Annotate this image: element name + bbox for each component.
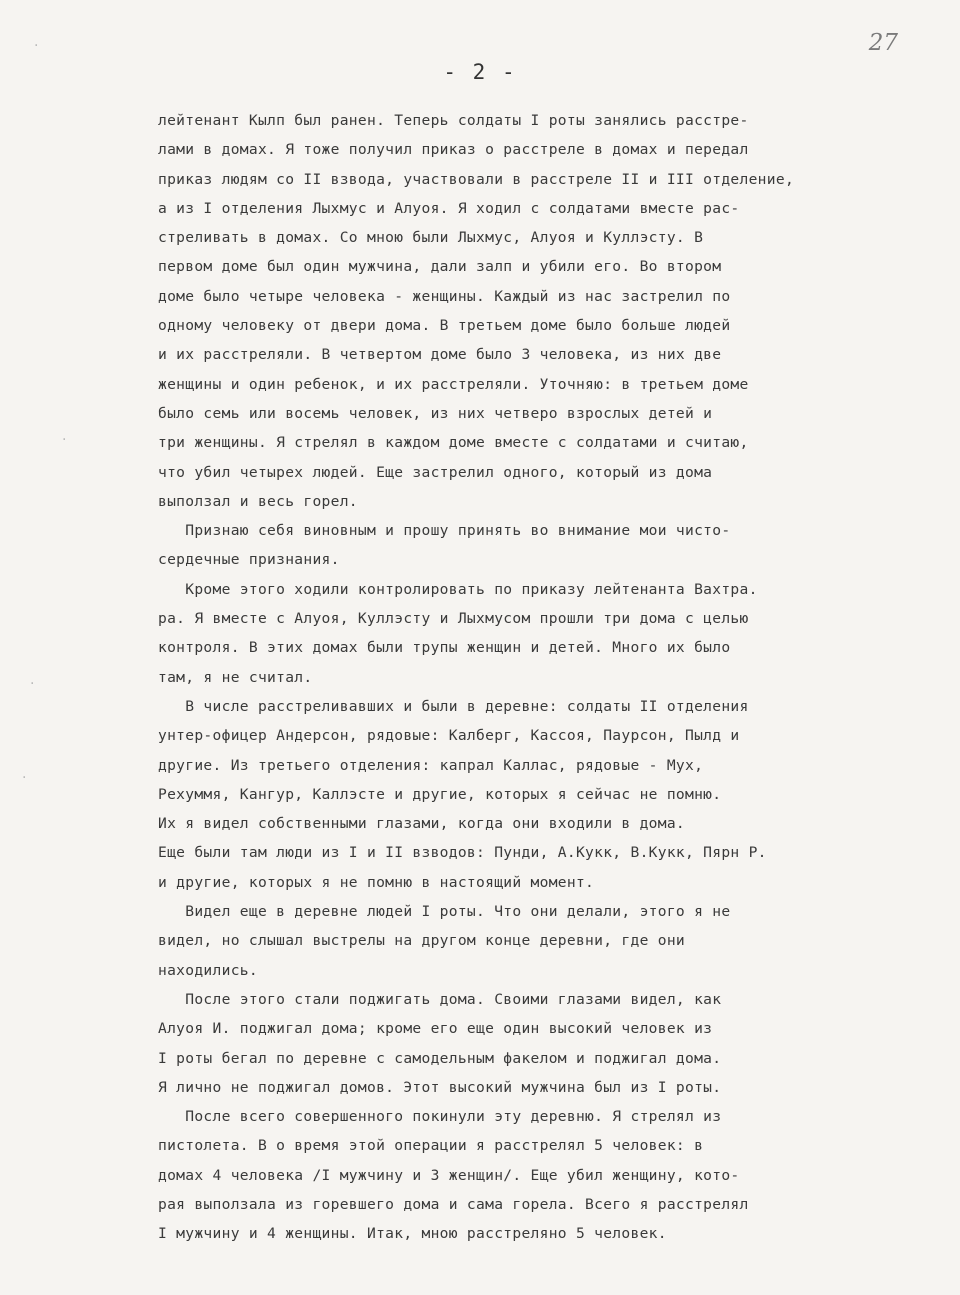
text-line: лейтенант Кылп был ранен. Теперь солдаты I роты занялись расстре- <box>158 112 749 129</box>
text-line: рая выползала из горевшего дома и сама горела. Всего я расстрелял <box>158 1195 749 1213</box>
text-line: После всего совершенного покинули эту деревню. Я стрелял из <box>158 1108 722 1126</box>
text-line: Их я видел собственными глазами, когда они входили в дома. <box>158 815 685 833</box>
text-line: Признаю себя виновным и прошу принять во внимание мои чисто- <box>158 522 731 540</box>
margin-mark: · <box>30 676 35 692</box>
text-line: женщины и один ребенок, и их расстреляли. Уточняю: в третьем доме <box>158 375 749 393</box>
text-line: и их расстреляли. В четвертом доме было 3 человека, из них две <box>158 346 722 364</box>
text-line: а из I отделения Лыхмус и Алуоя. Я ходил с солдатами вместе рас- <box>158 199 740 217</box>
text-line: Видел еще в деревне людей I роты. Что они делали, этого я не <box>158 903 731 921</box>
text-line: что убил четырех людей. Еще застрелил одного, который из дома <box>158 463 713 481</box>
text-line: стреливать в домах. Со мною были Лыхмус, Алуоя и Куллэсту. В <box>158 229 704 247</box>
text-line: Кроме этого ходили контролировать по приказу лейтенанта Вахтра. <box>158 580 758 598</box>
margin-mark: · <box>22 770 27 786</box>
text-line: приказ людям со II взвода, участвовали в расстреле II и III отделение, <box>158 170 795 188</box>
folio-number: 27 <box>868 30 898 56</box>
text-line: одному человеку от двери дома. В третьем доме было больше людей <box>158 317 731 335</box>
text-line: унтер-офицер Андерсон, рядовые: Калберг, Кассоя, Паурсон, Пылд и <box>158 727 740 745</box>
text-line: I роты бегал по деревне с самодельным факелом и поджигал дома. <box>158 1049 722 1067</box>
text-line: Я лично не поджигал домов. Этот высокий мужчина был из I роты. <box>158 1078 722 1096</box>
text-line: там, я не считал. <box>158 668 313 686</box>
text-line: находились. <box>158 961 258 979</box>
text-line: выползал и весь горел. <box>158 492 358 510</box>
text-line: пистолета. В о время этой операции я расстрелял 5 человек: в <box>158 1137 704 1155</box>
margin-mark: · <box>62 432 67 448</box>
text-line: было семь или восемь человек, из них четверо взрослых детей и <box>158 404 713 422</box>
text-line: ра. Я вместе с Алуоя, Куллэсту и Лыхмусом прошли три дома с целью <box>158 610 749 628</box>
text-line: I мужчину и 4 женщины. Итак, мною расстреляно 5 человек. <box>158 1225 667 1243</box>
text-line: домах 4 человека /I мужчину и 3 женщин/. Еще убил женщину, кото- <box>158 1166 740 1184</box>
text-line: Алуоя И. поджигал дома; кроме его еще один высокий человек из <box>158 1020 713 1038</box>
text-line: Еще были там люди из I и II взводов: Пунди, А.Кукк, В.Кукк, Пярн Р. <box>158 844 767 862</box>
text-line: доме было четыре человека - женщины. Каждый из нас застрелил по <box>158 287 731 305</box>
text-line: и другие, которых я не помню в настоящий момент. <box>158 873 595 891</box>
text-line: три женщины. Я стрелял в каждом доме вместе с солдатами и считаю, <box>158 434 749 452</box>
text-line: лами в домах. Я тоже получил приказ о расстреле в домах и передал <box>158 141 749 159</box>
text-line: первом доме был один мужчина, дали залп и убили его. Во втором <box>158 258 722 276</box>
text-line: Рехуммя, Кангур, Каллэсте и другие, которых я сейчас не помню. <box>158 785 722 803</box>
text-line: сердечные признания. <box>158 551 340 569</box>
text-line: видел, но слышал выстрелы на другом конце деревни, где они <box>158 932 685 950</box>
typed-text-body <box>158 106 948 1249</box>
text-line: другие. Из третьего отделения: капрал Каллас, рядовые - Мух, <box>158 756 704 774</box>
text-line: После этого стали поджигать дома. Своими глазами видел, как <box>158 990 722 1008</box>
text-line: В числе расстреливавших и были в деревне: солдаты II отделения <box>158 697 749 715</box>
margin-mark: · <box>34 38 39 54</box>
page-number: - 2 - <box>443 60 517 84</box>
text-line: контроля. В этих домах были трупы женщин и детей. Много их было <box>158 639 731 657</box>
